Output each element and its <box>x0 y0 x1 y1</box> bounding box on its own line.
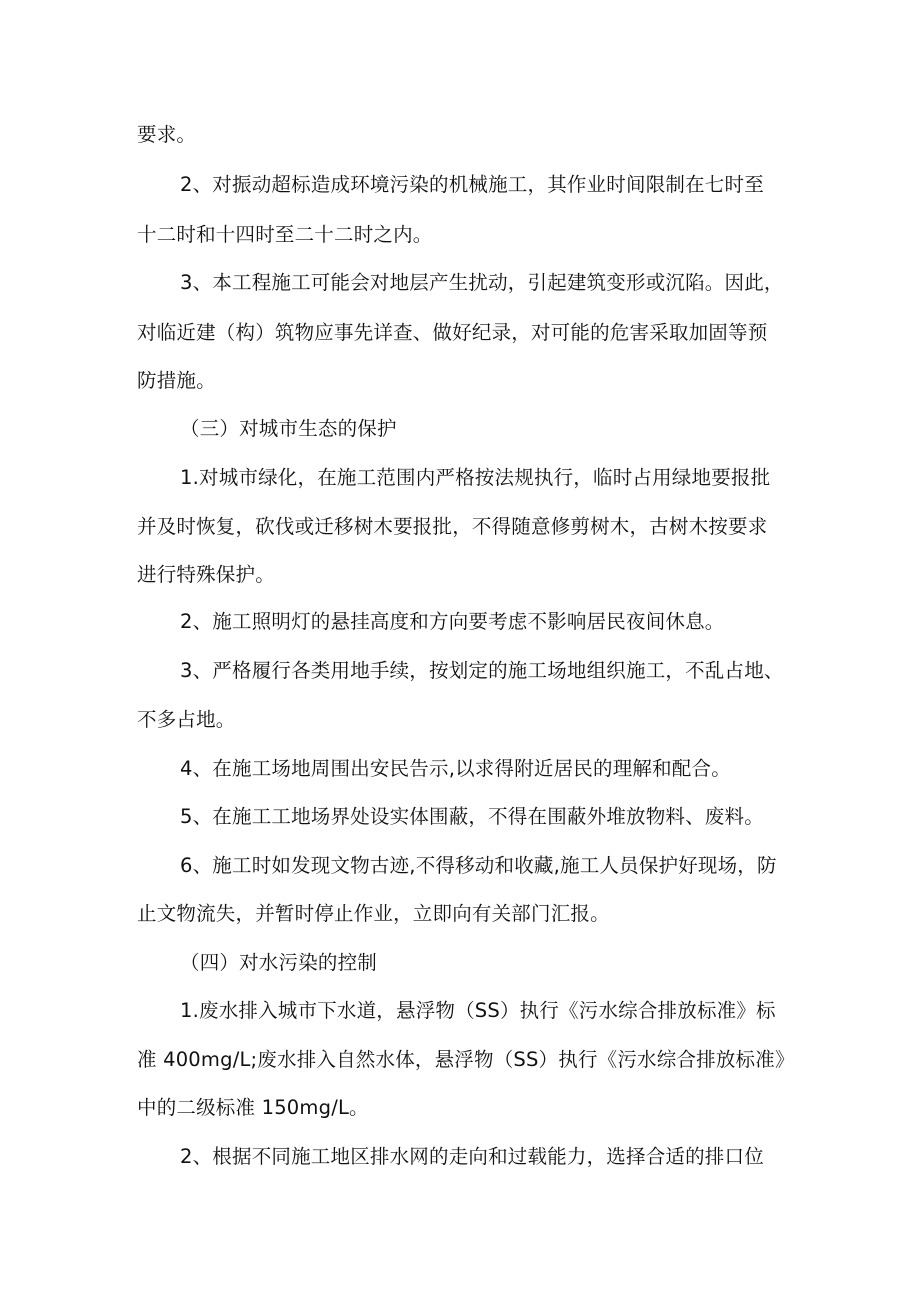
paragraph-public-notice: 4、在施工场地周围出安民告示,以求得附近居民的理解和配合。 <box>180 757 731 780</box>
paragraph-wastewater: 1.废水排入城市下水道，悬浮物（SS）执行《污水综合排放标准》标 <box>180 999 776 1022</box>
paragraph-vibration-limit: 2、对振动超标造成环境污染的机械施工，其作业时间限制在七时至 <box>180 173 764 196</box>
paragraph-wastewater-cont1: 准 400mg/L;废水排入自然水体，悬浮物（SS）执行《污水综合排放标准》 <box>137 1048 795 1071</box>
paragraph-relics: 6、施工时如发现文物古迹,不得移动和收藏,施工人员保护好现场，防 <box>180 854 777 877</box>
paragraph-ground-disturbance-cont2: 防措施。 <box>137 369 216 392</box>
paragraph-greening-cont1: 并及时恢复，砍伐或迁移树木要报批，不得随意修剪树木，古树木按要求 <box>137 515 768 538</box>
paragraph-drainage-outlet: 2、根据不同施工地区排水网的走向和过载能力，选择合适的排口位 <box>180 1145 764 1168</box>
paragraph-land-use: 3、严格履行各类用地手续，按划定的施工场地组织施工，不乱占地、 <box>180 659 784 682</box>
section-heading-urban-ecology: （三）对城市生态的保护 <box>180 417 397 440</box>
paragraph-lighting: 2、施工照明灯的悬挂高度和方向要考虑不影响居民夜间休息。 <box>180 610 725 633</box>
paragraph-greening-cont2: 进行特殊保护。 <box>137 563 275 586</box>
paragraph-ground-disturbance-cont1: 对临近建（构）筑物应事先详查、做好纪录，对可能的危害采取加固等预 <box>137 321 768 344</box>
paragraph-enclosure: 5、在施工工地场界处设实体围蔽，不得在围蔽外堆放物料、废料。 <box>180 805 764 828</box>
paragraph-ground-disturbance: 3、本工程施工可能会对地层产生扰动，引起建筑变形或沉陷。因此， <box>180 271 784 294</box>
text-line-continuation: 要求。 <box>137 123 197 146</box>
paragraph-vibration-limit-cont: 十二时和十四时至二十二时之内。 <box>137 223 433 246</box>
paragraph-land-use-cont: 不多占地。 <box>137 708 236 731</box>
section-heading-water-pollution: （四）对水污染的控制 <box>180 951 378 974</box>
paragraph-relics-cont: 止文物流失，并暂时停止作业，立即向有关部门汇报。 <box>137 902 610 925</box>
paragraph-wastewater-cont2: 中的二级标准 150mg/L。 <box>137 1096 369 1119</box>
paragraph-greening: 1.对城市绿化，在施工范围内严格按法规执行，临时占用绿地要报批 <box>180 466 771 489</box>
